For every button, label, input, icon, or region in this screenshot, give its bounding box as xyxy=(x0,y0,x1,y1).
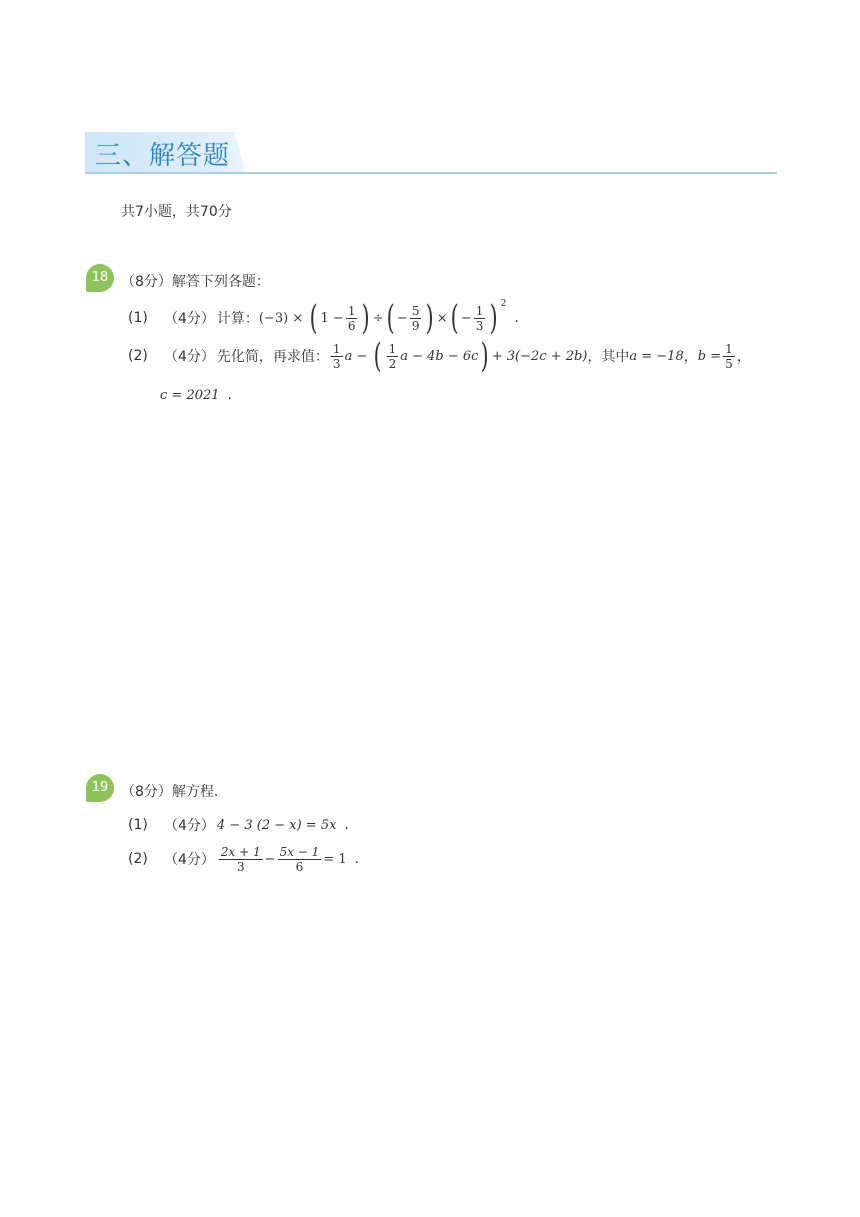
part-number: (1) xyxy=(128,310,148,326)
math-term: − xyxy=(264,851,276,867)
q19-part-2 xyxy=(128,840,359,878)
period: . xyxy=(514,310,519,326)
question-19-stem: （8分）解方程． xyxy=(121,784,228,800)
q18-part-1 xyxy=(128,298,519,338)
math-term: 1 − xyxy=(320,310,344,326)
fraction: $\frac{2x + 1}{3}$ xyxy=(220,844,261,874)
math-term: ÷ xyxy=(372,310,384,326)
part-number: (2) xyxy=(128,348,148,364)
math-term: 4 − 3 (2 − x) = 5x xyxy=(216,817,337,833)
section-rule xyxy=(85,172,777,174)
right-paren: ) xyxy=(426,298,435,338)
period: . xyxy=(354,851,360,867)
question-badge-18: 18 xyxy=(86,264,114,292)
part-number: (1) xyxy=(128,817,148,833)
q18-part-2 xyxy=(128,336,751,376)
q18-part-2-cont xyxy=(160,384,232,406)
separator: ， xyxy=(736,349,751,365)
section-summary: 共7小题，共70分 xyxy=(121,204,232,220)
fraction: $\frac{1}{5}$ xyxy=(725,341,733,371)
part-lead: 先化简，再求值： xyxy=(216,349,329,365)
text: ，其中 xyxy=(587,349,630,365)
q19-part-1 xyxy=(128,814,349,836)
part-points: （4分） xyxy=(164,852,215,868)
part-lead: 计算： xyxy=(216,311,259,327)
right-paren: ) xyxy=(362,298,371,338)
math-term: × xyxy=(436,310,448,326)
fraction: $\frac{1}{6}$ xyxy=(347,303,356,333)
section-title: 三、解答题 xyxy=(95,141,231,171)
period: . xyxy=(227,387,232,403)
left-paren: ( xyxy=(373,336,382,376)
right-paren: ) xyxy=(490,298,499,338)
math-term: − xyxy=(460,310,472,326)
fraction: $\frac{5}{9}$ xyxy=(411,303,420,333)
math-term: − xyxy=(396,310,408,326)
math-term: a − 4b − 6c xyxy=(400,348,479,364)
right-paren: ) xyxy=(481,336,490,376)
math-term: a − xyxy=(344,348,368,364)
math-term: b = xyxy=(697,348,722,364)
part-points: （4分） xyxy=(164,818,215,834)
fraction: $\frac{1}{3}$ xyxy=(332,341,341,371)
fraction: $\frac{1}{3}$ xyxy=(475,303,484,333)
exponent: 2 xyxy=(500,299,507,309)
question-badge-19: 19 xyxy=(86,774,114,802)
math-term: + 3(−2c + 2b) xyxy=(491,348,588,364)
left-paren: ( xyxy=(450,298,459,338)
period: . xyxy=(344,817,349,833)
left-paren: ( xyxy=(309,298,318,338)
section-banner xyxy=(85,132,777,174)
fraction: $\frac{1}{2}$ xyxy=(388,341,397,371)
math-term: c = 2021 xyxy=(160,387,220,403)
math-term: a = −18 xyxy=(629,348,684,364)
left-paren: ( xyxy=(386,298,395,338)
part-points: （4分） xyxy=(164,349,215,365)
separator: ， xyxy=(683,349,698,365)
math-term: = 1 xyxy=(323,851,347,867)
question-18-stem: （8分）解答下列各题： xyxy=(121,274,270,290)
fraction: $\frac{5x - 1}{6}$ xyxy=(279,844,320,874)
part-points: （4分） xyxy=(164,311,215,327)
math-term: (−3) × xyxy=(258,310,304,326)
part-number: (2) xyxy=(128,851,148,867)
